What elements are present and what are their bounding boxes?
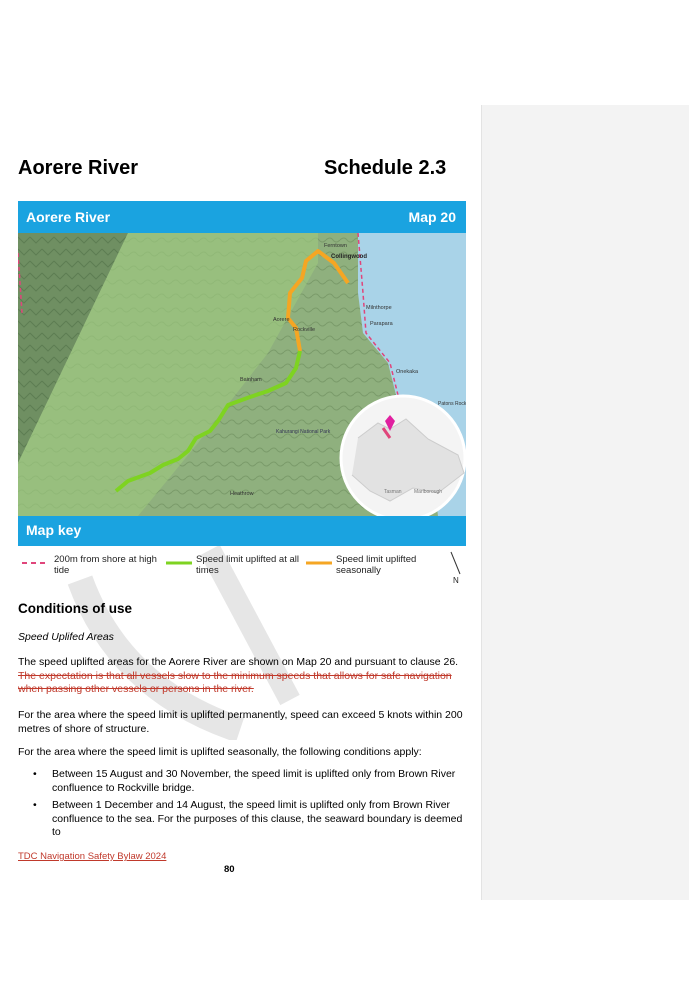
paragraph-seasonal: For the area where the speed limit is uplifted seasonally, the following conditions apply: xyxy=(18,746,422,758)
map-key-label: Map key xyxy=(26,522,82,538)
schedule-number: Schedule 2.3 xyxy=(324,157,447,179)
place-label: Parapara xyxy=(370,321,393,327)
permanent-line-icon xyxy=(166,560,192,566)
legend-shore-label: 200m from shore at high tide xyxy=(54,554,157,576)
place-label: Marlborough xyxy=(414,489,443,495)
place-label: Bainham xyxy=(240,377,262,383)
river-map xyxy=(18,201,466,546)
paragraph-text: The speed uplifted areas for the Aorere River are shown on Map 20 and pursuant to clause 26. xyxy=(18,656,459,668)
comment-pane[interactable] xyxy=(481,105,689,900)
page-title: Aorere River xyxy=(18,157,139,179)
place-label: Onekaka xyxy=(396,369,419,375)
legend-seasonal-label: Speed limit uplifted seasonally xyxy=(336,554,417,576)
shore-line-icon xyxy=(22,560,48,566)
place-label: Heathrow xyxy=(230,491,254,497)
conditions-heading: Conditions of use xyxy=(18,601,132,616)
legend-permanent-label: Speed limit uplifted at all times xyxy=(196,554,299,576)
north-arrow-icon xyxy=(448,550,464,584)
list-item: • Between 1 December and 14 August, the speed limit is uplifted only from Brown River confluence to the sea. For the purposes of this clause, the seaward boundary is deemed to xyxy=(33,799,463,838)
place-label: Ferntown xyxy=(324,243,347,249)
map-key-bar xyxy=(18,516,466,546)
place-label: Aorere xyxy=(273,317,290,323)
conditions-subheading: Speed Uplifed Areas xyxy=(18,631,114,643)
seasonal-conditions-list xyxy=(18,768,468,844)
paragraph-permanent: For the area where the speed limit is uplifted permanently, speed can exceed 5 knots within 200 metres of shore of structure. xyxy=(18,709,463,735)
map-number: Map 20 xyxy=(408,209,456,225)
svg-text:N: N xyxy=(453,576,459,584)
deleted-text: The expectation is that all vessels slow to the minimum speeds that allows for safe navigation when passing other vessels or persons in the river. xyxy=(18,669,452,695)
place-label: Rockville xyxy=(293,327,316,333)
bylaw-footer-link[interactable]: TDC Navigation Safety Bylaw 2024 xyxy=(18,851,167,862)
map-image xyxy=(18,233,466,516)
place-label: Tasman xyxy=(384,489,402,495)
map-header xyxy=(18,201,466,233)
map-legend xyxy=(18,550,466,590)
place-label: Kahurangi National Park xyxy=(276,429,331,435)
seasonal-line-icon xyxy=(306,560,332,566)
paragraph-uplifted-areas xyxy=(18,656,468,697)
page-number: 80 xyxy=(224,864,235,875)
list-item: • Between 15 August and 30 November, the speed limit is uplifted only from Brown River confluence to Rockville bridge. xyxy=(33,768,456,794)
place-label: Patons Rock xyxy=(438,401,466,407)
place-label: Collingwood xyxy=(331,254,367,260)
map-title: Aorere River xyxy=(26,209,111,225)
place-label: Milnthorpe xyxy=(366,305,392,311)
